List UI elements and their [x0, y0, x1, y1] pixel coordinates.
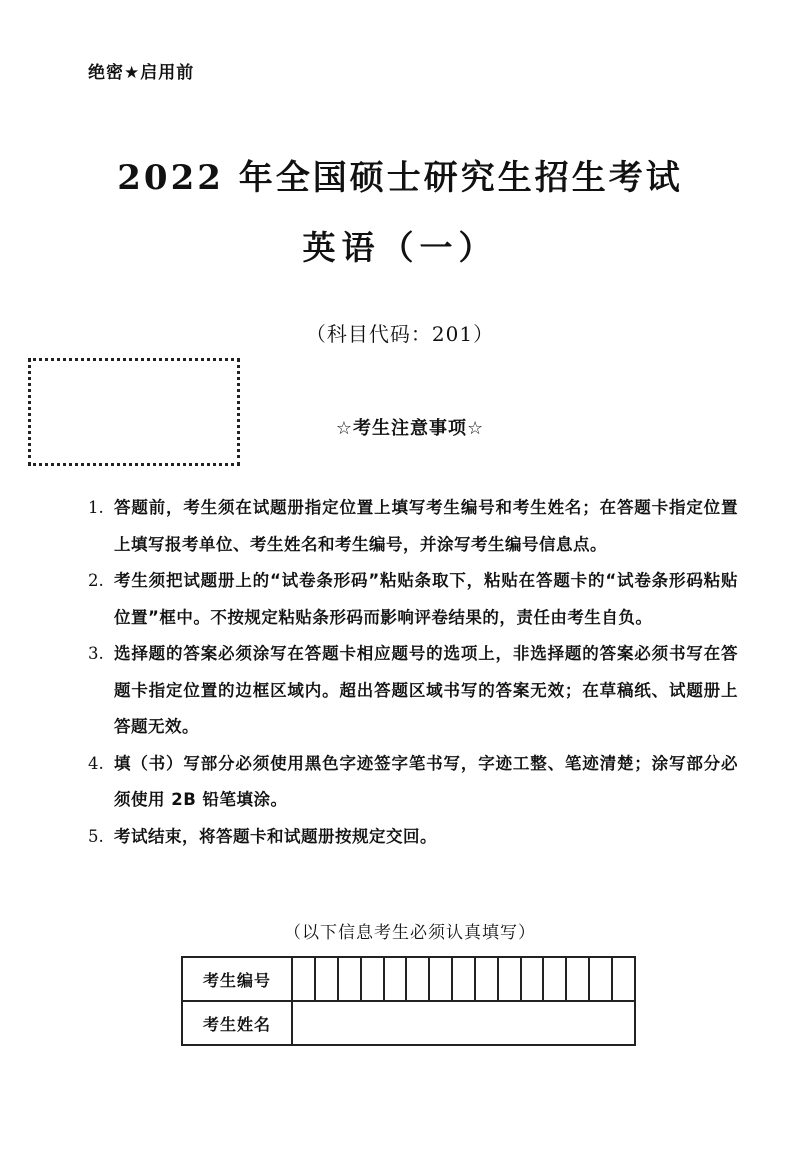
- barcode-placeholder-box: [28, 358, 240, 466]
- notice-number: 1.: [88, 498, 104, 517]
- notice-number: 3.: [88, 644, 104, 663]
- notice-number: 4.: [88, 753, 104, 773]
- candidate-id-digit-cell[interactable]: [292, 957, 315, 1001]
- notice-item: [88, 746, 738, 819]
- notice-number: 5.: [88, 826, 104, 846]
- candidate-name-field[interactable]: [292, 1001, 635, 1045]
- notice-text: 填（书）写部分必须使用黑色字迹签字笔书写，字迹工整、笔迹清楚；涂写部分必须使用 2B 铅笔填涂。: [114, 753, 738, 809]
- candidate-id-digit-cell[interactable]: [589, 957, 612, 1001]
- candidate-id-digit-cell[interactable]: [338, 957, 361, 1001]
- candidate-name-row: [182, 1001, 635, 1045]
- notice-item: [88, 636, 738, 746]
- candidate-id-digit-cell[interactable]: [612, 957, 635, 1001]
- candidate-id-row: [182, 957, 635, 1001]
- candidate-id-digit-cell[interactable]: [452, 957, 475, 1001]
- candidate-id-digit-cell[interactable]: [315, 957, 338, 1001]
- notice-text: 答题前，考生须在试题册指定位置上填写考生编号和考生姓名；在答题卡指定位置上填写报考单位、考生姓名和考生编号，并涂写考生编号信息点。: [114, 498, 738, 554]
- candidate-id-digit-cell[interactable]: [566, 957, 589, 1001]
- notice-heading: ☆考生注意事项☆: [335, 418, 485, 439]
- candidate-id-digit-cell[interactable]: [429, 957, 452, 1001]
- notice-item: [88, 490, 738, 563]
- notice-item: [88, 819, 738, 856]
- candidate-id-digit-cell[interactable]: [498, 957, 521, 1001]
- exam-title: 2022 年全国硕士研究生招生考试: [117, 158, 683, 198]
- notice-list: [88, 490, 738, 855]
- candidate-id-digit-cell[interactable]: [361, 957, 384, 1001]
- candidate-id-digit-cell[interactable]: [521, 957, 544, 1001]
- candidate-name-label: 考生姓名: [182, 1001, 292, 1045]
- notice-item: [88, 563, 738, 636]
- notice-text: 选择题的答案必须涂写在答题卡相应题号的选项上，非选择题的答案必须书写在答题卡指定位置的边框区域内。超出答题区域书写的答案无效；在草稿纸、试题册上答题无效。: [114, 644, 738, 736]
- fill-instruction: （以下信息考生必须认真填写）: [284, 923, 536, 943]
- candidate-id-digit-cell[interactable]: [475, 957, 498, 1001]
- subject-title: 英语（一）: [302, 228, 498, 267]
- notice-text: 考试结束，将答题卡和试题册按规定交回。: [114, 826, 437, 846]
- candidate-id-digit-cell[interactable]: [384, 957, 407, 1001]
- candidate-id-digit-cell[interactable]: [543, 957, 566, 1001]
- candidate-id-label: 考生编号: [182, 957, 292, 1001]
- notice-text: 考生须把试题册上的“试卷条形码”粘贴条取下，粘贴在答题卡的“试卷条形码粘贴位置”框中。不按规定粘贴条形码而影响评卷结果的，责任由考生自负。: [114, 571, 738, 627]
- candidate-id-digit-cell[interactable]: [406, 957, 429, 1001]
- confidential-mark: 绝密★启用前: [88, 63, 195, 83]
- candidate-info-table: [181, 956, 636, 1046]
- notice-number: 2.: [88, 571, 104, 590]
- subject-code: （科目代码：201）: [305, 322, 495, 346]
